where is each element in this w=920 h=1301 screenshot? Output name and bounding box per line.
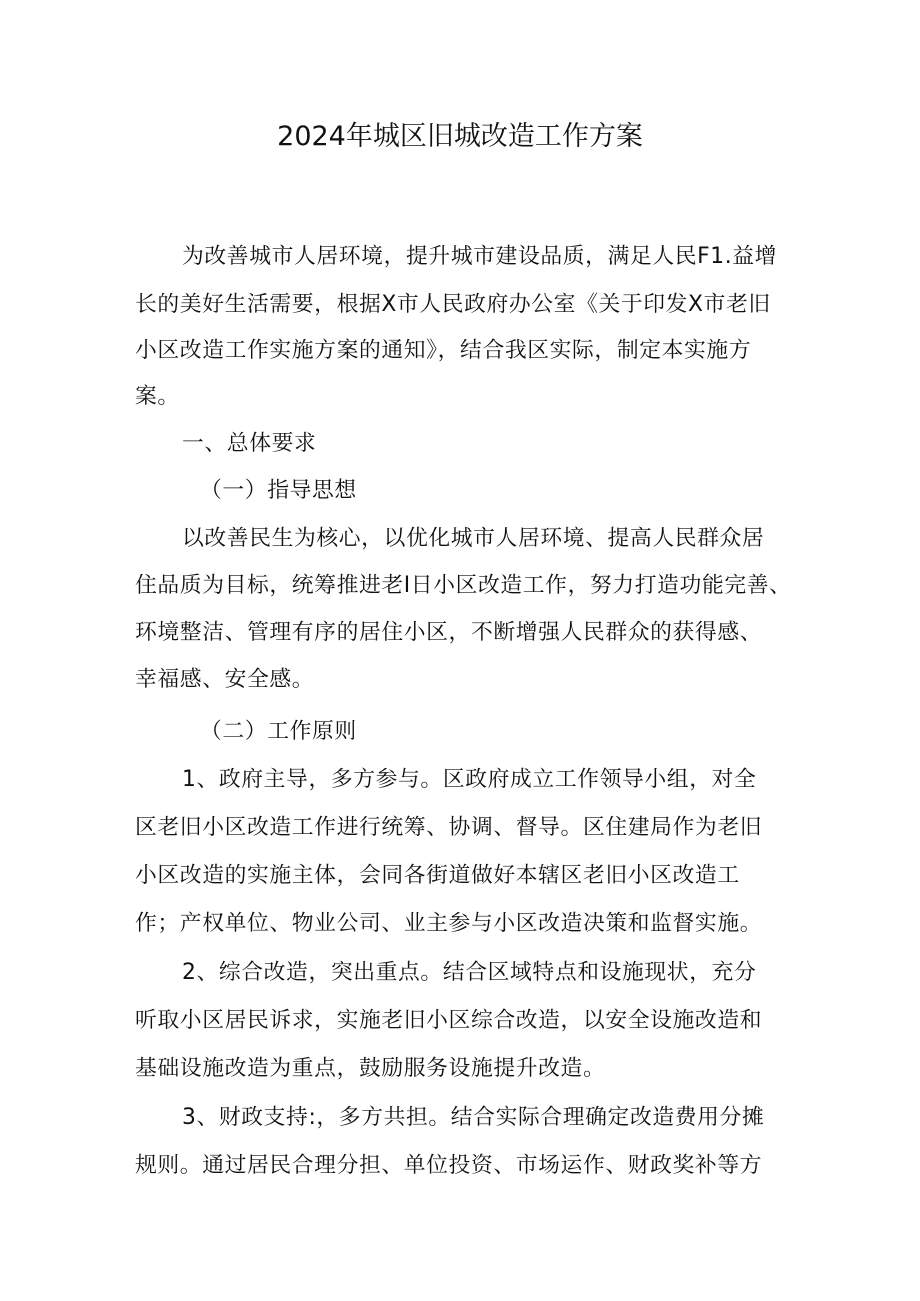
paragraph-line: 为改善城市人居环境，提升城市建设品质，满足人民F1.益增 <box>182 244 778 269</box>
paragraph-line: 小区改造的实施主体，会同各街道做好本辖区老旧小区改造工 <box>135 863 740 888</box>
paragraph-line: 住品质为目标，统筹推进老I日小区改造工作，努力打造功能完善、 <box>135 573 792 598</box>
paragraph-line: 幸福感、安全感。 <box>135 667 315 692</box>
paragraph-line: 案。 <box>135 384 180 409</box>
paragraph-line: 作；产权单位、物业公司、业主参与小区改造决策和监督实施。 <box>135 911 763 936</box>
document-title: 2024年城区旧城改造工作方案 <box>277 121 643 152</box>
paragraph-line: 长的美好生活需要，根据X市人民政府办公室《关于印发X市老旧 <box>135 292 771 317</box>
section-heading: 一、总体要求 <box>182 431 317 456</box>
paragraph-line: 听取小区居民诉求，实施老旧小区综合改造，以安全设施改造和 <box>135 1008 763 1033</box>
paragraph-line: 1、政府主导，多方参与。区政府成立工作领导小组，对全 <box>182 767 757 792</box>
paragraph-line: 区老旧小区改造工作进行统筹、协调、督导。区住建局作为老旧 <box>135 815 763 840</box>
paragraph-line: 2、综合改造，突出重点。结合区域特点和设施现状，充分 <box>182 960 757 985</box>
paragraph-line: 3、财政支持:，多方共担。结合实际合理确定改造费用分摊 <box>182 1105 765 1130</box>
paragraph-line: 以改善民生为核心，以优化城市人居环境、提高人民群众居 <box>182 526 765 551</box>
paragraph-line: 基础设施改造为重点，鼓励服务设施提升改造。 <box>135 1056 606 1081</box>
paragraph-line: 规则。通过居民合理分担、单位投资、市场运作、财政奖补等方 <box>135 1153 763 1178</box>
paragraph-line: 环境整洁、管理有序的居住小区，不断增强人民群众的获得感、 <box>135 620 763 645</box>
paragraph-line: 小区改造工作实施方案的通知》，结合我区实际，制定本实施方 <box>135 338 752 363</box>
subsection-heading: （一）指导思想 <box>200 478 357 503</box>
subsection-heading: （二）工作原则 <box>200 719 357 744</box>
